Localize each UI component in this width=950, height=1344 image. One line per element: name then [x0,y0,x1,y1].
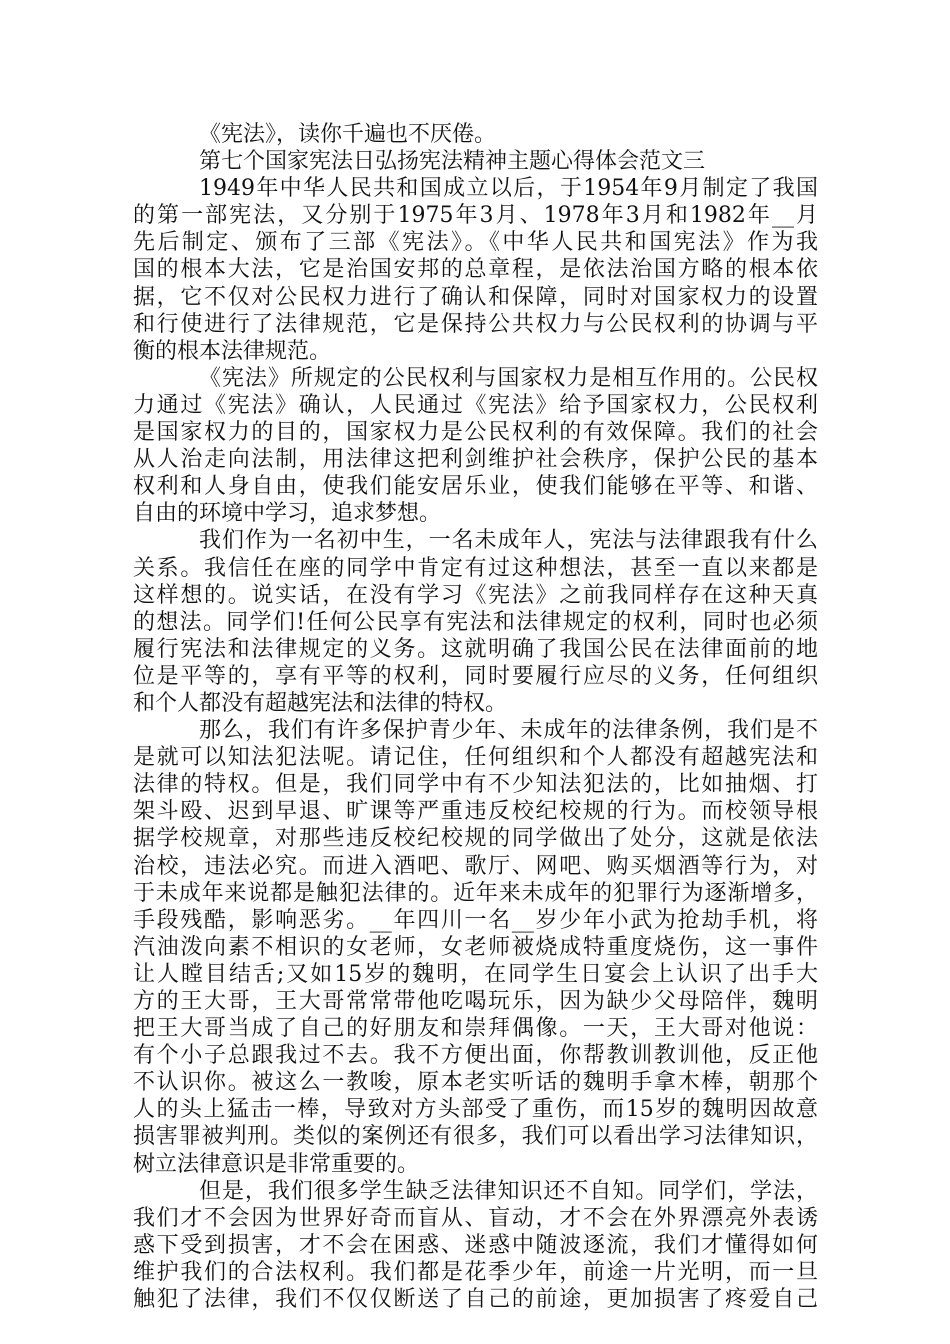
document-body [133,121,818,1313]
text-line: 触犯了法律，我们不仅仅断送了自己的前途，更加损害了疼爱自己 [133,1287,818,1313]
text-line: 惑下受到损害，才不会在困惑、迷惑中随波逐流，我们才懂得如何 [133,1232,818,1258]
text-line: 让人瞠目结舌;又如15岁的魏明，在同学生日宴会上认识了出手大 [133,961,818,987]
section-heading: 第七个国家宪法日弘扬宪法精神主题心得体会范文三 [199,149,706,175]
text-line: 位是平等的，享有平等的权利，同时要履行应尽的义务，任何组织 [133,663,818,689]
text-line: 把王大哥当成了自己的好朋友和崇拜偶像。一天，王大哥对他说： [133,1016,818,1042]
text-line: 是国家权力的目的，国家权力是公民权利的有效保障。我们的社会 [133,420,818,446]
text-line: 法律的特权。但是，我们同学中有不少知法犯法的，比如抽烟、打 [133,772,818,798]
text-line: 治校，违法必究。而进入酒吧、歌厅、网吧、购买烟酒等行为，对 [133,853,818,879]
text-line: 履行宪法和法律规定的义务。这就明确了我国公民在法律面前的地 [133,636,818,662]
text-line: 我们作为一名初中生，一名未成年人，宪法与法律跟我有什么 [199,528,818,554]
text-line: 是就可以知法犯法呢。请记住，任何组织和个人都没有超越宪法和 [133,745,818,771]
text-line: 的第一部宪法，又分别于1975年3月、1978年3月和1982年__月 [133,203,818,229]
text-line: 从人治走向法制，用法律这把利剑维护社会秩序，保护公民的基本 [133,447,818,473]
text-line: 自由的环境中学习，追求梦想。 [133,501,442,527]
text-line: 《宪法》，读你千遍也不厌倦。 [199,122,497,147]
text-line: 损害罪被判刑。类似的案例还有很多，我们可以看出学习法律知识， [133,1124,818,1150]
text-line: 手段残酷，影响恶劣。__年四川一名__岁少年小武为抢劫手机，将 [133,907,818,933]
text-line: 据学校规章，对那些违反校纪校规的同学做出了处分，这就是依法 [133,826,818,852]
text-line: 和行使进行了法律规范，它是保持公共权力与公民权利的协调与平 [133,311,818,337]
text-line: 人的头上猛击一棒，导致对方头部受了重伤，而15岁的魏明因故意 [133,1097,818,1123]
text-line: 国的根本大法，它是治国安邦的总章程，是依法治国方略的根本依 [133,257,818,283]
text-line: 维护我们的合法权利。我们都是花季少年，前途一片光明，而一旦 [133,1259,818,1285]
text-line: 方的王大哥，王大哥常常带他吃喝玩乐，因为缺少父母陪伴，魏明 [133,989,818,1014]
text-line: 力通过《宪法》确认，人民通过《宪法》给予国家权力，公民权利 [133,392,818,418]
text-line: 但是，我们很多学生缺乏法律知识还不自知。同学们，学法， [199,1178,818,1204]
text-line: 不认识你。被这么一教唆，原本老实听话的魏明手拿木棒，朝那个 [133,1070,818,1096]
text-line: 于未成年来说都是触犯法律的。近年来未成年的犯罪行为逐渐增多， [133,880,818,906]
text-line: 据，它不仅对公民权力进行了确认和保障，同时对国家权力的设置 [133,284,818,310]
text-line: 关系。我信任在座的同学中肯定有过这种想法，甚至一直以来都是 [133,555,818,581]
text-line: 架斗殴、迟到早退、旷课等严重违反校纪校规的行为。而校领导根 [133,799,818,825]
text-line: 树立法律意识是非常重要的。 [133,1151,420,1177]
text-line: 的想法。同学们!任何公民享有宪法和法律规定的权利，同时也必须 [133,609,818,635]
text-line: 先后制定、颁布了三部《宪法》。《中华人民共和国宪法》作为我 [133,230,818,256]
text-line: 我们才不会因为世界好奇而盲从、盲动，才不会在外界漂亮外表诱 [133,1205,818,1231]
text-line: 和个人都没有超越宪法和法律的特权。 [133,690,508,716]
text-line: 那么，我们有许多保护青少年、未成年的法律条例，我们是不 [199,718,818,744]
text-line: 权利和人身自由，使我们能安居乐业，使我们能够在平等、和谐、 [133,474,818,500]
text-line: 这样想的。说实话，在没有学习《宪法》之前我同样存在这种天真 [133,582,818,608]
text-line: 1949年中华人民共和国成立以后，于1954年9月制定了我国 [199,176,818,202]
text-line: 衡的根本法律规范。 [133,338,332,364]
text-line: 《宪法》所规定的公民权利与国家权力是相互作用的。公民权 [199,365,818,391]
text-line: 有个小子总跟我过不去。我不方便出面，你帮教训教训他，反正他 [133,1043,818,1069]
text-line: 汽油泼向素不相识的女老师，女老师被烧成特重度烧伤，这一事件 [133,934,818,960]
